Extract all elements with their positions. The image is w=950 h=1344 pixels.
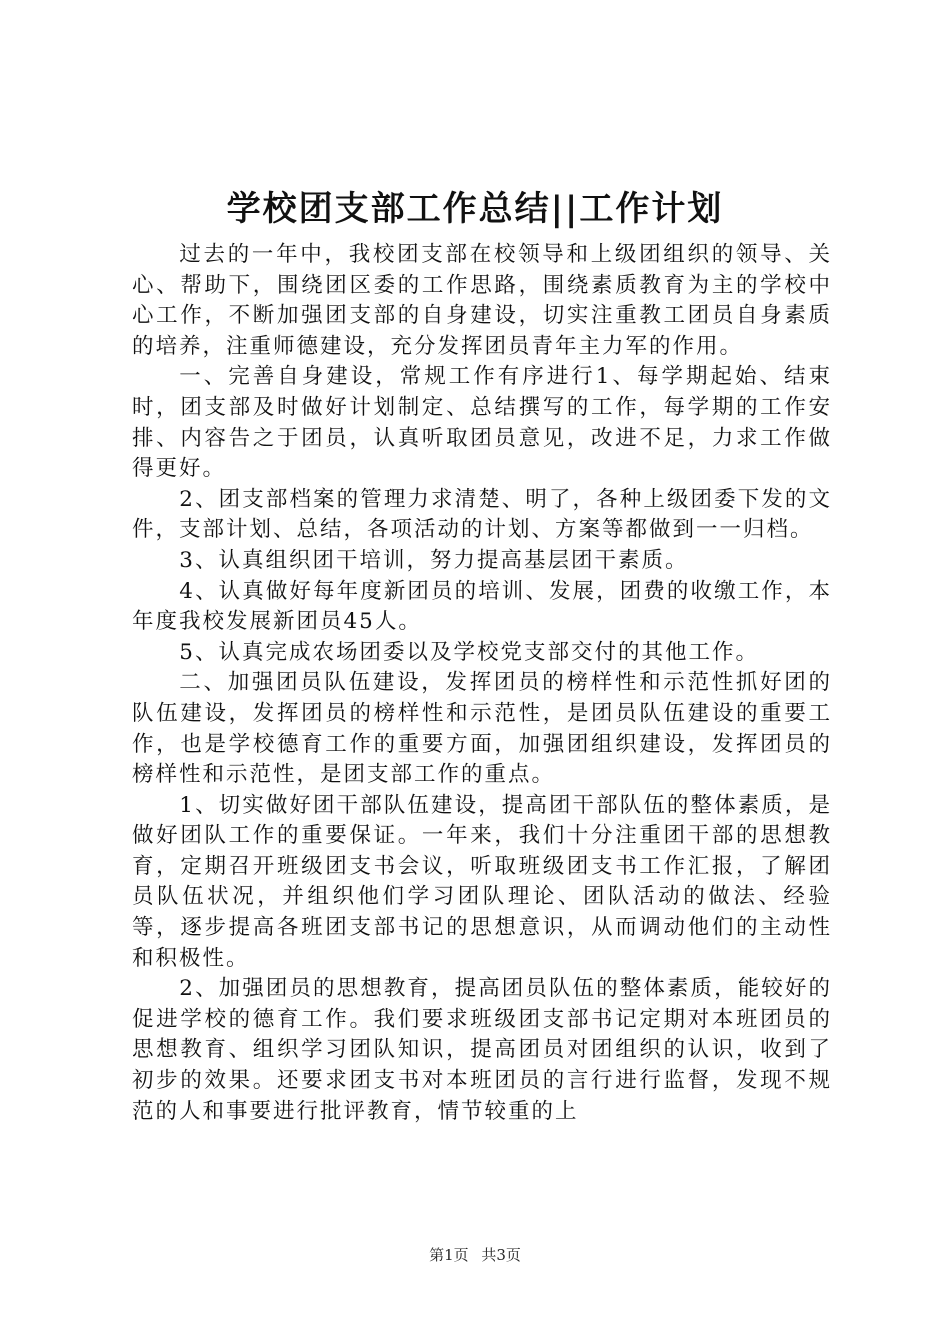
document-body [132,240,832,1127]
page-number: 第1页 [429,1246,469,1264]
document-title: 学校团支部工作总结||工作计划 [226,189,724,229]
paragraph-section-2: 二、加强团员队伍建设，发挥团员的榜样性和示范性抓好团的队伍建设，发挥团员的榜样性和示范性，是团员队伍建设的重要工作，也是学校德育工作的重要方面，加强团组织建设，发挥团员的榜样性和示范性，是团支部工作的重点。 [132,670,832,788]
paragraph-item-5: 5、认真完成农场团委以及学校党支部交付的其他工作。 [179,639,759,665]
paragraph-section-2-item-2: 2、加强团员的思想教育，提高团员队伍的整体素质，能较好的促进学校的德育工作。我们要求班级团支部书记定期对本班团员的思想教育、组织学习团队知识，提高团员对团组织的认识，收到了初步的效果。还要求团支书对本班团员的言行进行监督，发现不规范的人和事要进行批评教育，情节较重的上 [132,976,832,1124]
paragraph-item-2: 2、团支部档案的管理力求清楚、明了，各种上级团委下发的文件，支部计划、总结，各项活动的计划、方案等都做到一一归档。 [132,486,832,543]
paragraph-item-4: 4、认真做好每年度新团员的培训、发展，团费的收缴工作，本年度我校发展新团员45人。 [132,578,832,635]
paragraph-item-3: 3、认真组织团干培训，努力提高基层团干素质。 [179,547,689,573]
page-total: 共3页 [481,1246,521,1264]
paragraph-intro: 过去的一年中，我校团支部在校领导和上级团组织的领导、关心、帮助下，围绕团区委的工作思路，围绕素质教育为主的学校中心工作，不断加强团支部的自身建设，切实注重教工团员自身素质的培养，注重师德建设，充分发挥团员青年主力军的作用。 [132,242,832,359]
paragraph-section-2-item-1: 1、切实做好团干部队伍建设，提高团干部队伍的整体素质，是做好团队工作的重要保证。一年来，我们十分注重团干部的思想教育，定期召开班级团支书会议，听取班级团支书工作汇报，了解团员队伍状况，并组织他们学习团队理论、团队活动的做法、经验等，逐步提高各班团支部书记的思想意识，从而调动他们的主动性和积极性。 [132,792,832,971]
page-footer [0,1245,950,1265]
paragraph-section-1: 一、完善自身建设，常规工作有序进行1、每学期起始、结束时，团支部及时做好计划制定、总结撰写的工作，每学期的工作安排、内容告之于团员，认真听取团员意见，改进不足，力求工作做得更好。 [132,364,832,482]
